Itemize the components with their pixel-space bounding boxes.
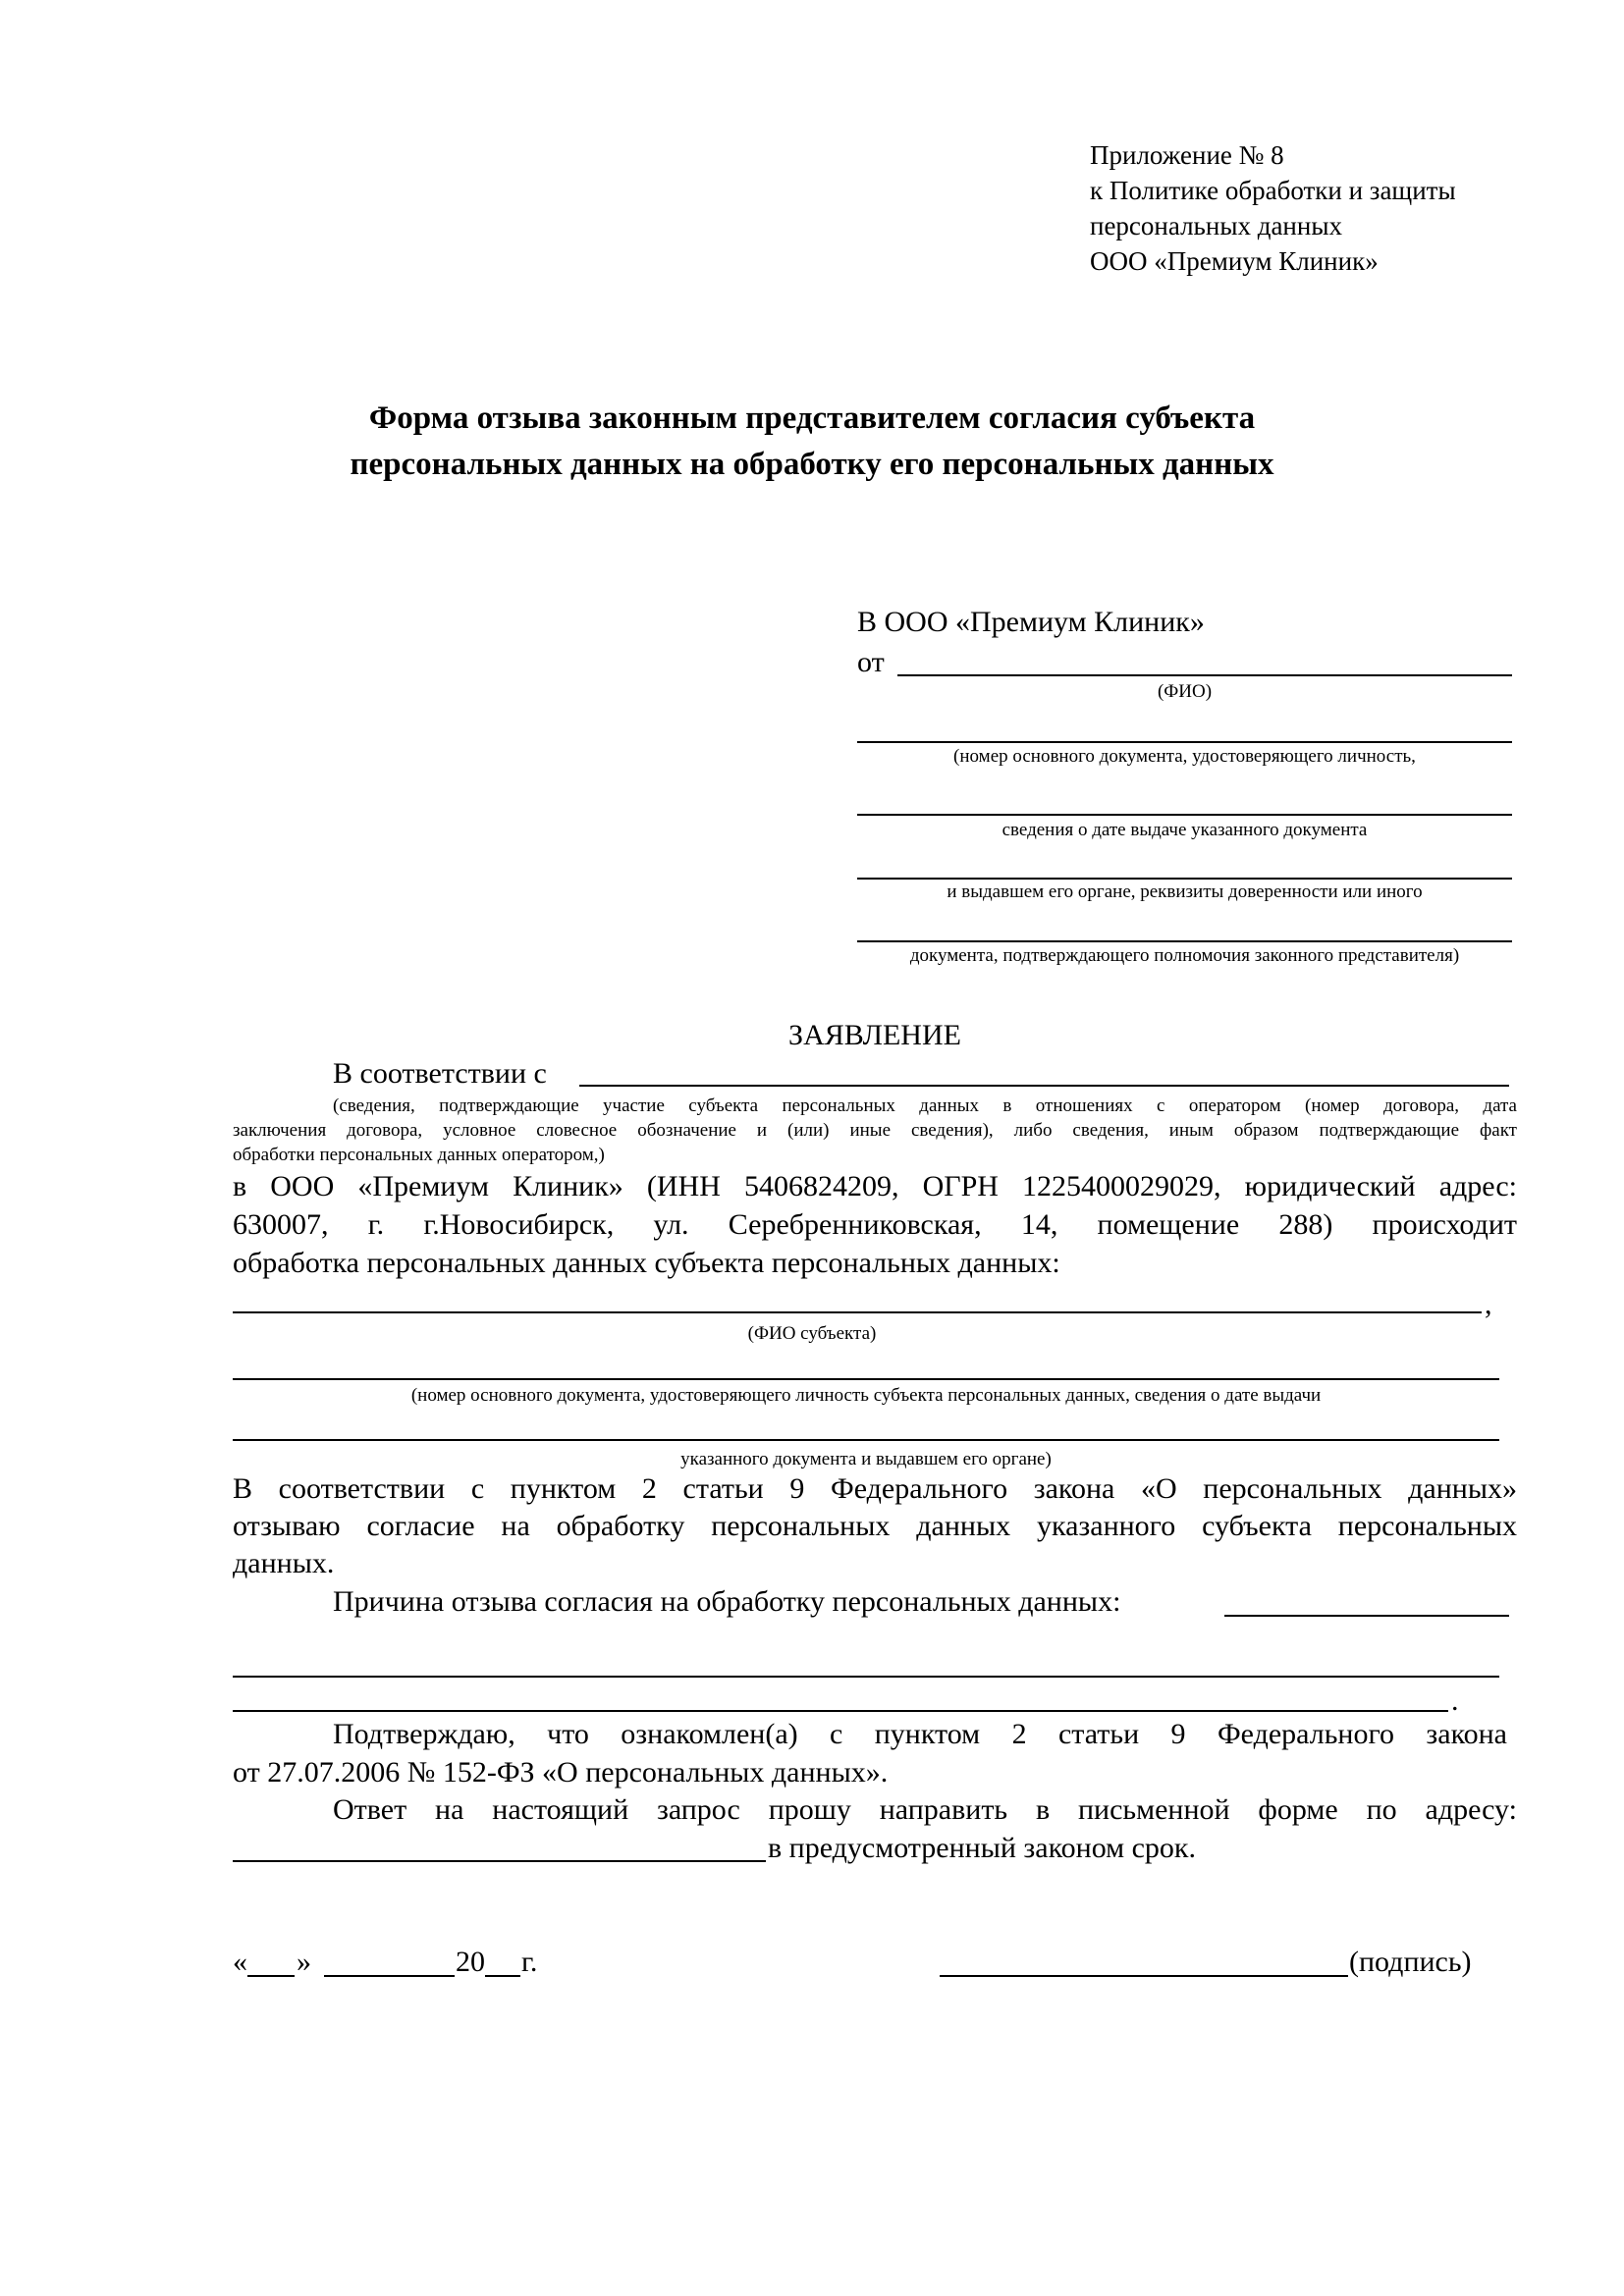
revoke-text: В соответствии с пунктом 2 статьи 9 Федерального закона «О персональных данных» — [233, 1472, 1517, 1505]
header-line: к Политике обработки и защиты — [1090, 176, 1456, 205]
statement-heading: ЗАЯВЛЕНИЕ — [788, 1019, 961, 1051]
fio-caption: (ФИО) — [1157, 681, 1213, 702]
addressee-to: В ООО «Премиум Клиник» — [857, 606, 1205, 638]
fio-field-line[interactable] — [897, 674, 1512, 676]
operator-text: 630007, г. г.Новосибирск, ул. Серебренниковская, 14, помещение 288) происходит — [233, 1208, 1517, 1241]
subject-doc-caption: указанного документа и выдавшем его органе) — [680, 1449, 1052, 1469]
revoke-text: отзываю согласие на обработку персональных данных указанного субъекта персональных — [233, 1510, 1517, 1542]
month-field-line[interactable] — [324, 1975, 455, 1977]
reply-address-field-line[interactable] — [233, 1860, 766, 1862]
basis-caption: заключения договора, условное словесное обозначение и (или) иные сведения), либо сведения, иным образом подтверждающие факт — [233, 1120, 1517, 1141]
basis-caption: (сведения, подтверждающие участие субъекта персональных данных в отношениях с оператором (номер договора, дата — [333, 1095, 1517, 1116]
revoke-text: данных. — [233, 1547, 335, 1579]
comma: , — [1485, 1288, 1492, 1320]
subject-fio-caption: (ФИО субъекта) — [747, 1323, 877, 1344]
document-field-line[interactable] — [857, 741, 1512, 743]
subject-fio-field-line[interactable] — [233, 1311, 1482, 1313]
reply-suffix: в предусмотренный законом срок. — [768, 1832, 1196, 1864]
basis-field-line[interactable] — [579, 1085, 1509, 1087]
according-label: В соответствии с — [333, 1057, 547, 1090]
basis-caption: обработки персональных данных оператором,) — [233, 1145, 605, 1165]
reason-label: Причина отзыва согласия на обработку персональных данных: — [333, 1585, 1121, 1618]
issuer-field-line[interactable] — [857, 878, 1512, 880]
year-suffix: г. — [521, 1946, 538, 1978]
header-line: персональных данных — [1090, 211, 1342, 240]
document-title: персональных данных на обработку его персональных данных — [350, 447, 1274, 482]
document-title: Форма отзыва законным представителем согласия субъекта — [368, 400, 1256, 436]
date-close-quote: » — [297, 1946, 311, 1978]
confirm-text: от 27.07.2006 № 152-ФЗ «О персональных данных». — [233, 1756, 889, 1789]
subject-document-field-line[interactable] — [233, 1378, 1499, 1380]
reason-field-line-3[interactable] — [233, 1710, 1448, 1712]
field-caption: и выдавшем его органе, реквизиты доверенности или иного — [947, 881, 1423, 902]
from-label: от — [857, 646, 885, 678]
header-line: ООО «Премиум Клиник» — [1090, 246, 1379, 276]
reason-field-line[interactable] — [1224, 1615, 1509, 1617]
year-prefix: 20 — [456, 1946, 485, 1978]
signature-field-line[interactable] — [940, 1975, 1348, 1977]
subject-issuer-field-line[interactable] — [233, 1439, 1499, 1441]
date-open-quote: « — [233, 1946, 247, 1978]
subject-doc-caption: (номер основного документа, удостоверяющего личность субъекта персональных данных, сведения о дате выдачи — [410, 1385, 1322, 1406]
field-caption: (номер основного документа, удостоверяющего личность, — [953, 746, 1416, 767]
period: . — [1451, 1684, 1459, 1717]
authority-field-line[interactable] — [857, 940, 1512, 942]
field-caption: документа, подтверждающего полномочия законного представителя) — [909, 945, 1460, 966]
day-field-line[interactable] — [247, 1975, 295, 1977]
operator-text: обработка персональных данных субъекта персональных данных: — [233, 1247, 1060, 1279]
header-line: Приложение № 8 — [1090, 140, 1284, 170]
reply-text: Ответ на настоящий запрос прошу направить в письменной форме по адресу: — [333, 1793, 1517, 1826]
field-caption: сведения о дате выдаче указанного документа — [1001, 820, 1368, 840]
confirm-text: Подтверждаю, что ознакомлен(а) с пунктом 2 статьи 9 Федерального закона — [333, 1718, 1507, 1750]
signature-label: (подпись) — [1349, 1946, 1472, 1978]
reason-field-line-2[interactable] — [233, 1676, 1499, 1678]
operator-text: в ООО «Премиум Клиник» (ИНН 5406824209, ОГРН 1225400029029, юридический адрес: — [233, 1170, 1517, 1202]
document-date-field-line[interactable] — [857, 814, 1512, 816]
year-field-line[interactable] — [485, 1975, 520, 1977]
